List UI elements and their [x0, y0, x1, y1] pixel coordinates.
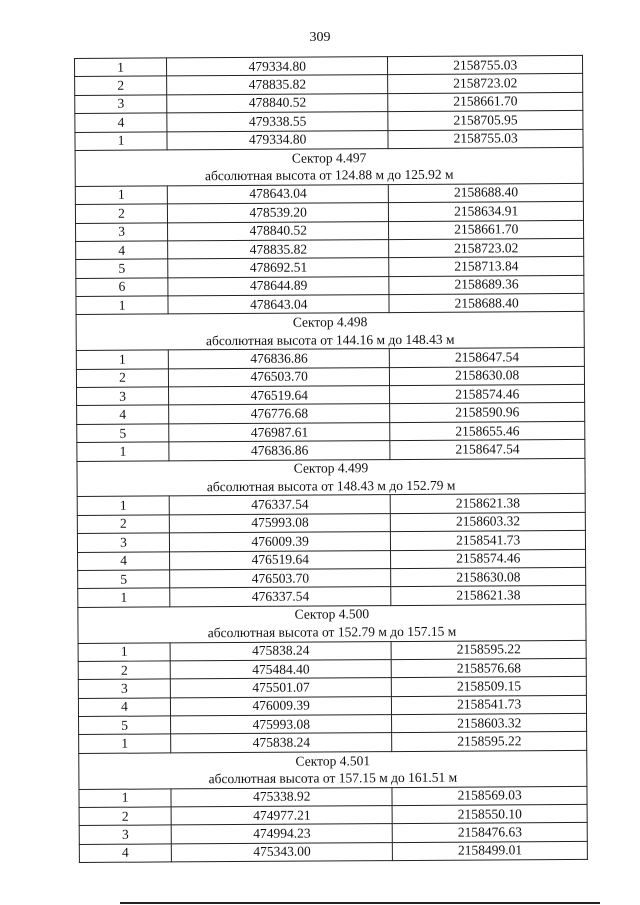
x-coordinate-cell: 478840.52 — [168, 221, 389, 241]
point-number-cell: 3 — [79, 825, 171, 844]
point-number-cell: 3 — [75, 95, 167, 114]
scan-edge-line — [120, 902, 600, 904]
point-number-cell: 1 — [75, 131, 167, 150]
y-coordinate-cell: 2158509.15 — [392, 677, 587, 697]
point-number-cell: 2 — [76, 369, 168, 388]
point-number-cell: 3 — [77, 387, 169, 406]
x-coordinate-cell: 476337.54 — [169, 495, 390, 515]
x-coordinate-cell: 478643.04 — [167, 184, 388, 204]
x-coordinate-cell: 478644.89 — [168, 276, 389, 296]
x-coordinate-cell: 476337.54 — [170, 587, 391, 607]
y-coordinate-cell: 2158576.68 — [392, 658, 587, 678]
y-coordinate-cell: 2158630.08 — [391, 567, 586, 587]
x-coordinate-cell: 474977.21 — [171, 806, 392, 826]
x-coordinate-cell: 475343.00 — [171, 842, 392, 862]
sector-title: Сектор 4.500 — [78, 604, 586, 625]
point-number-cell: 1 — [77, 496, 169, 515]
altitude-range: абсолютная высота от 124.88 м до 125.92 м — [75, 165, 583, 186]
x-coordinate-cell: 478840.52 — [167, 93, 388, 113]
x-coordinate-cell: 475838.24 — [171, 733, 392, 753]
x-coordinate-cell: 479334.80 — [167, 57, 388, 77]
x-coordinate-cell: 476009.39 — [171, 696, 392, 716]
y-coordinate-cell: 2158634.91 — [389, 202, 584, 222]
altitude-range: абсолютная высота от 148.43 м до 152.79 м — [77, 476, 585, 497]
x-coordinate-cell: 478643.04 — [168, 295, 389, 315]
y-coordinate-cell: 2158621.38 — [391, 494, 586, 514]
x-coordinate-cell: 478692.51 — [168, 258, 389, 278]
y-coordinate-cell: 2158647.54 — [390, 348, 585, 368]
y-coordinate-cell: 2158688.40 — [389, 183, 584, 203]
x-coordinate-cell: 475838.24 — [170, 641, 391, 661]
y-coordinate-cell: 2158647.54 — [390, 440, 585, 460]
point-number-cell: 2 — [78, 661, 170, 680]
point-number-cell: 2 — [75, 204, 167, 223]
point-number-cell: 1 — [78, 588, 170, 607]
point-number-cell: 1 — [75, 186, 167, 205]
y-coordinate-cell: 2158541.73 — [391, 531, 586, 551]
y-coordinate-cell: 2158713.84 — [389, 257, 584, 277]
x-coordinate-cell: 476519.64 — [170, 550, 391, 570]
x-coordinate-cell: 476503.70 — [168, 367, 389, 387]
point-number-cell: 5 — [77, 424, 169, 443]
page-number: 309 — [309, 30, 331, 45]
x-coordinate-cell: 478835.82 — [168, 239, 389, 259]
point-number-cell: 1 — [75, 58, 167, 77]
x-coordinate-cell: 475501.07 — [170, 678, 391, 698]
coordinates-table — [74, 55, 588, 863]
point-number-cell: 3 — [77, 533, 169, 552]
altitude-range: абсолютная высота от 157.15 м до 161.51 м — [79, 768, 587, 789]
y-coordinate-cell: 2158661.70 — [389, 220, 584, 240]
point-number-cell: 1 — [79, 789, 171, 808]
point-number-cell: 4 — [78, 551, 170, 570]
y-coordinate-cell: 2158723.02 — [388, 74, 583, 94]
sector-title: Сектор 4.499 — [77, 458, 585, 479]
y-coordinate-cell: 2158574.46 — [391, 549, 586, 569]
y-coordinate-cell: 2158723.02 — [389, 238, 584, 258]
y-coordinate-cell: 2158499.01 — [393, 841, 588, 861]
y-coordinate-cell: 2158603.32 — [392, 713, 587, 733]
point-number-cell: 3 — [76, 222, 168, 241]
point-number-cell: 3 — [78, 679, 170, 698]
point-number-cell: 1 — [79, 734, 171, 753]
point-number-cell: 2 — [77, 515, 169, 534]
x-coordinate-cell: 476503.70 — [170, 569, 391, 589]
altitude-range: абсолютная высота от 152.79 м до 157.15 м — [78, 622, 586, 643]
point-number-cell: 1 — [78, 642, 170, 661]
point-number-cell: 4 — [78, 698, 170, 717]
y-coordinate-cell: 2158755.03 — [388, 55, 583, 75]
x-coordinate-cell: 476009.39 — [169, 532, 390, 552]
point-number-cell: 2 — [79, 807, 171, 826]
y-coordinate-cell: 2158574.46 — [390, 384, 585, 404]
point-number-cell: 5 — [76, 259, 168, 278]
point-number-cell: 2 — [75, 76, 167, 95]
y-coordinate-cell: 2158755.03 — [388, 129, 583, 149]
point-number-cell: 6 — [76, 278, 168, 297]
y-coordinate-cell: 2158476.63 — [393, 823, 588, 843]
y-coordinate-cell: 2158595.22 — [391, 640, 586, 660]
point-number-cell: 4 — [79, 844, 171, 863]
y-coordinate-cell: 2158630.08 — [390, 366, 585, 386]
y-coordinate-cell: 2158705.95 — [388, 111, 583, 131]
x-coordinate-cell: 474994.23 — [171, 824, 392, 844]
x-coordinate-cell: 476987.61 — [169, 422, 390, 442]
y-coordinate-cell: 2158595.22 — [392, 732, 587, 752]
point-number-cell: 4 — [76, 241, 168, 260]
x-coordinate-cell: 479338.55 — [167, 112, 388, 132]
y-coordinate-cell: 2158541.73 — [392, 695, 587, 715]
x-coordinate-cell: 476836.86 — [168, 349, 389, 369]
x-coordinate-cell: 478539.20 — [167, 203, 388, 223]
x-coordinate-cell: 478835.82 — [167, 75, 388, 95]
point-number-cell: 1 — [76, 296, 168, 315]
x-coordinate-cell: 476519.64 — [169, 386, 390, 406]
y-coordinate-cell: 2158603.32 — [391, 512, 586, 532]
point-number-cell: 4 — [77, 405, 169, 424]
y-coordinate-cell: 2158661.70 — [388, 92, 583, 112]
sector-title: Сектор 4.498 — [76, 312, 584, 333]
point-number-cell: 1 — [77, 442, 169, 461]
x-coordinate-cell: 475484.40 — [170, 659, 391, 679]
coordinates-table-body — [75, 55, 588, 862]
x-coordinate-cell: 475993.08 — [169, 513, 390, 533]
x-coordinate-cell: 475993.08 — [171, 715, 392, 735]
y-coordinate-cell: 2158621.38 — [391, 586, 586, 606]
x-coordinate-cell: 476836.86 — [169, 441, 390, 461]
y-coordinate-cell: 2158550.10 — [392, 804, 587, 824]
x-coordinate-cell: 479334.80 — [167, 130, 388, 150]
point-number-cell: 1 — [76, 350, 168, 369]
sector-title: Сектор 4.501 — [79, 750, 587, 771]
altitude-range: абсолютная высота от 144.16 м до 148.43 м — [76, 330, 584, 351]
point-number-cell: 5 — [79, 716, 171, 735]
x-coordinate-cell: 475338.92 — [171, 787, 392, 807]
y-coordinate-cell: 2158569.03 — [392, 786, 587, 806]
x-coordinate-cell: 476776.68 — [169, 404, 390, 424]
y-coordinate-cell: 2158688.40 — [389, 293, 584, 313]
y-coordinate-cell: 2158689.36 — [389, 275, 584, 295]
y-coordinate-cell: 2158590.96 — [390, 403, 585, 423]
sector-title: Сектор 4.497 — [75, 147, 583, 168]
table-row — [79, 841, 587, 862]
y-coordinate-cell: 2158655.46 — [390, 421, 585, 441]
point-number-cell: 5 — [78, 570, 170, 589]
point-number-cell: 4 — [75, 113, 167, 132]
